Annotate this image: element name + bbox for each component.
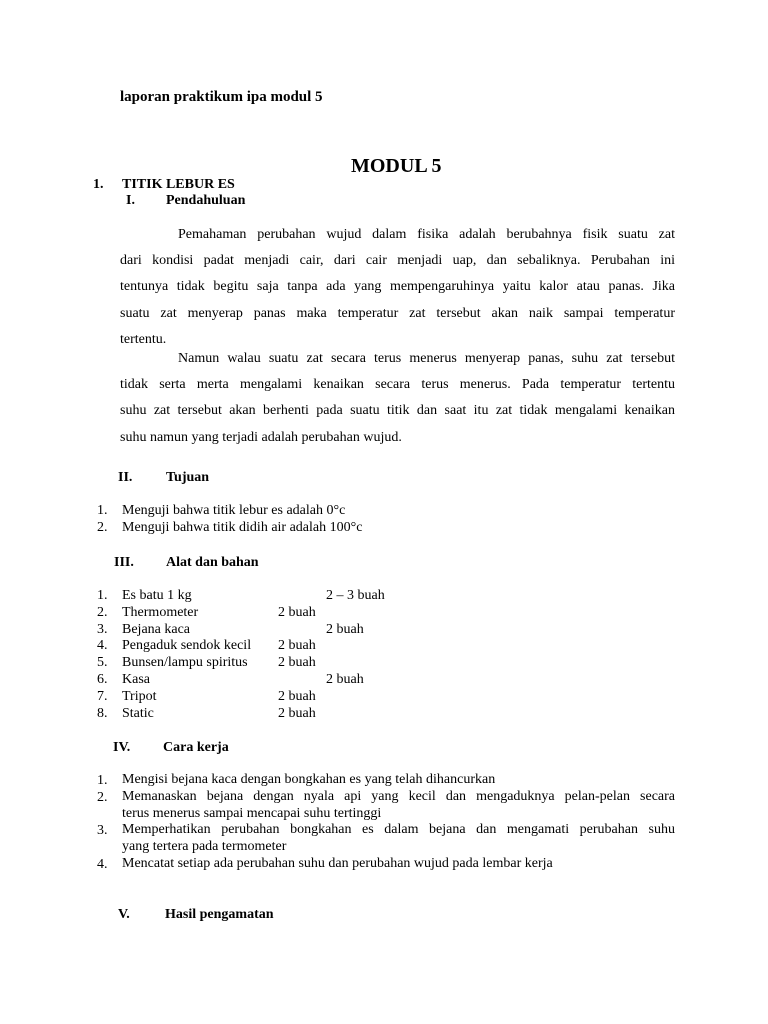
procedure-line: terus menerus sampai mencapai suhu tertinggi: [122, 805, 382, 821]
section-title: TITIK LEBUR ES: [122, 177, 235, 192]
equipment-quantity: 2 – 3 buah: [326, 588, 385, 603]
equipment-name: Tripot: [122, 689, 157, 704]
equipment-quantity: 2 buah: [278, 689, 316, 704]
equipment-quantity: 2 buah: [278, 605, 316, 620]
list-number: 1.: [97, 588, 108, 603]
procedure-line: yang tertera pada termometer: [122, 838, 287, 854]
procedure-line: Memperhatikan perubahan bongkahan es dalam bejana dan mengamati perubahan suhu: [122, 822, 675, 837]
list-number: 3.: [97, 622, 108, 637]
equipment-name: Kasa: [122, 672, 150, 687]
paragraph-line: tidak serta merta mengalami kenaikan secara terus menerus. Pada temperatur tertentu: [120, 377, 675, 393]
equipment-name: Es batu 1 kg: [122, 588, 192, 603]
equipment-quantity: 2 buah: [278, 655, 316, 670]
list-number: 1.: [97, 773, 108, 788]
intro-paragraph-1: [120, 222, 675, 353]
equipment-name: Static: [122, 706, 154, 721]
intro-paragraph-2: [120, 346, 675, 451]
section-number: 1.: [93, 177, 104, 192]
module-title: MODUL 5: [351, 155, 442, 177]
equipment-name: Bunsen/lampu spiritus: [122, 655, 248, 670]
procedure-step: [122, 822, 675, 856]
subsection-number-tujuan: II.: [118, 470, 133, 485]
list-item-text: Menguji bahwa titik lebur es adalah 0°c: [122, 503, 346, 518]
equipment-quantity: 2 buah: [278, 638, 316, 653]
paragraph-line: Namun walau suatu zat secara terus menerus menyerap panas, suhu zat tersebut: [178, 351, 675, 366]
subsection-title-tujuan: Tujuan: [166, 470, 210, 485]
list-number: 1.: [97, 503, 108, 518]
subsection-title-pendahuluan: Pendahuluan: [166, 193, 246, 208]
list-number: 2.: [97, 790, 108, 805]
paragraph-line: tentunya tidak begitu saja tanpa ada yang mempengaruhinya yaitu kalor atau panas. Jika: [120, 279, 675, 295]
subsection-number-cara: IV.: [113, 740, 131, 755]
procedure-line: Mengisi bejana kaca dengan bongkahan es yang telah dihancurkan: [122, 772, 496, 787]
subsection-number-hasil: V.: [118, 907, 130, 922]
list-number: 6.: [97, 672, 108, 687]
procedure-step: [122, 789, 675, 823]
paragraph-line: suatu zat menyerap panas maka temperatur zat tersebut akan naik sampai temperatur: [120, 305, 675, 321]
procedure-line: Memanaskan bejana dengan nyala api yang kecil dan mengaduknya pelan-pelan secara: [122, 789, 675, 804]
paragraph-line: dari kondisi padat menjadi cair, dari cair menjadi uap, dan sebaliknya. Perubahan ini: [120, 253, 675, 269]
equipment-name: Bejana kaca: [122, 622, 191, 637]
equipment-name: Pengaduk sendok kecil: [122, 638, 252, 653]
subsection-number-alat: III.: [114, 555, 134, 570]
equipment-name: Thermometer: [122, 605, 199, 620]
paragraph-line: suhu zat tersebut akan berhenti pada suatu titik dan saat itu zat tidak mengalami kenaikan: [120, 403, 675, 419]
equipment-quantity: 2 buah: [326, 622, 364, 637]
document-title: laporan praktikum ipa modul 5: [120, 89, 323, 105]
list-number: 2.: [97, 520, 108, 535]
list-number: 5.: [97, 655, 108, 670]
list-number: 3.: [97, 823, 108, 838]
list-number: 2.: [97, 605, 108, 620]
list-number: 8.: [97, 706, 108, 721]
procedure-step: [122, 856, 675, 873]
equipment-quantity: 2 buah: [278, 706, 316, 721]
paragraph-line: tertentu.: [120, 331, 167, 347]
paragraph-line: suhu namun yang terjadi adalah perubahan wujud.: [120, 429, 402, 445]
procedure-line: Mencatat setiap ada perubahan suhu dan perubahan wujud pada lembar kerja: [122, 856, 553, 871]
subsection-title-hasil: Hasil pengamatan: [165, 907, 274, 922]
list-number: 7.: [97, 689, 108, 704]
paragraph-line: Pemahaman perubahan wujud dalam fisika adalah berubahnya fisik suatu zat: [178, 227, 675, 242]
subsection-title-alat: Alat dan bahan: [166, 555, 259, 570]
subsection-number-pendahuluan: I.: [126, 193, 135, 208]
list-number: 4.: [97, 857, 108, 872]
subsection-title-cara: Cara kerja: [163, 740, 229, 755]
equipment-quantity: 2 buah: [326, 672, 364, 687]
list-item-text: Menguji bahwa titik didih air adalah 100°c: [122, 520, 363, 535]
list-number: 4.: [97, 638, 108, 653]
procedure-step: [122, 772, 675, 789]
